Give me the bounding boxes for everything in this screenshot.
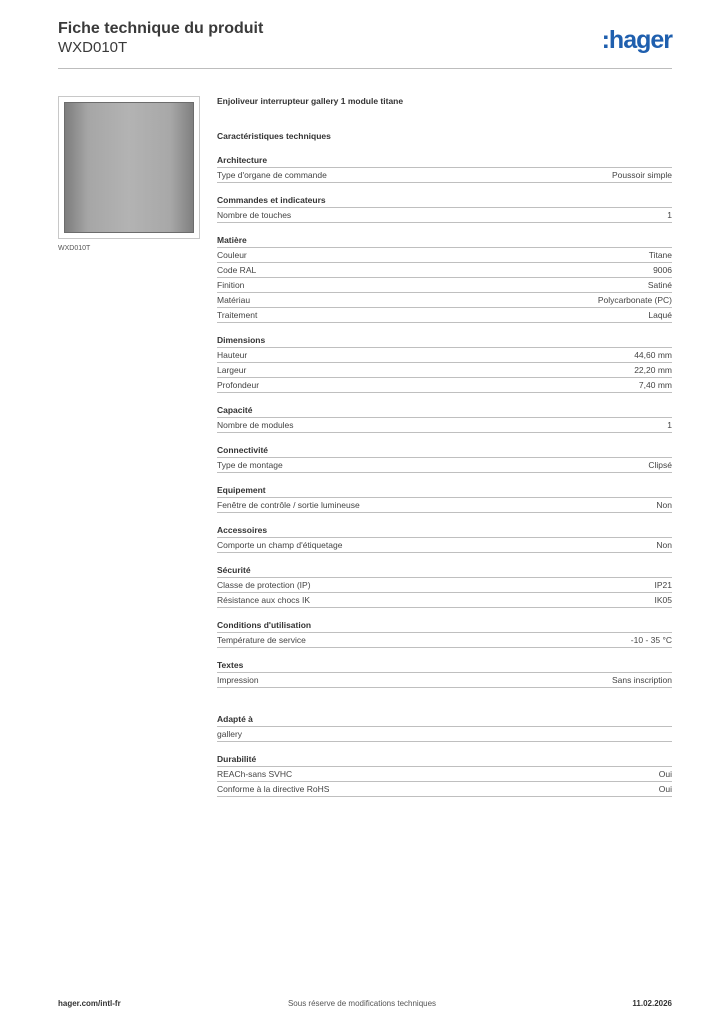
spec-label: Nombre de touches: [217, 210, 292, 220]
spec-section: [217, 523, 672, 553]
spec-row: [217, 208, 672, 223]
spec-label: Profondeur: [217, 380, 260, 390]
spec-row: [217, 308, 672, 323]
spec-section: [217, 712, 672, 742]
section-heading: Architecture: [217, 153, 672, 168]
spec-value: 44,60 mm: [634, 350, 672, 360]
spec-label: Traitement: [217, 310, 258, 320]
product-image-frame: [58, 96, 200, 239]
spec-label: Code RAL: [217, 265, 257, 275]
spec-section: [217, 403, 672, 433]
spec-value: Oui: [658, 769, 672, 779]
spec-row: [217, 498, 672, 513]
section-heading: Commandes et indicateurs: [217, 193, 672, 208]
spec-sections: [217, 153, 672, 688]
spec-label: Nombre de modules: [217, 420, 294, 430]
spec-value: Laqué: [648, 310, 672, 320]
spec-label: REACh-sans SVHC: [217, 769, 293, 779]
extra-sections: [217, 712, 672, 797]
spec-label: Fenêtre de contrôle / sortie lumineuse: [217, 500, 360, 510]
spec-value: 1: [667, 210, 672, 220]
footer-date: 11.02.2026: [632, 999, 672, 1008]
spec-row: [217, 458, 672, 473]
spec-row: [217, 168, 672, 183]
section-heading: Sécurité: [217, 563, 672, 578]
spec-row: [217, 293, 672, 308]
section-heading: Durabilité: [217, 752, 672, 767]
section-heading: Connectivité: [217, 443, 672, 458]
spec-section: [217, 563, 672, 608]
image-caption: WXD010T: [58, 245, 91, 252]
spec-value: Titane: [648, 250, 672, 260]
spec-label: Type d'organe de commande: [217, 170, 327, 180]
spec-label: Température de service: [217, 635, 306, 645]
product-image: [64, 102, 194, 233]
section-heading: Conditions d'utilisation: [217, 618, 672, 633]
spec-section: [217, 483, 672, 513]
spec-label: Type de montage: [217, 460, 283, 470]
spec-row: [217, 767, 672, 782]
spec-row: [217, 248, 672, 263]
spec-value: Oui: [658, 784, 672, 794]
spec-label: Classe de protection (IP): [217, 580, 311, 590]
spec-value: Satiné: [647, 280, 672, 290]
spec-label: Largeur: [217, 365, 247, 375]
spec-section: [217, 618, 672, 648]
spec-value: 9006: [653, 265, 672, 275]
spec-label: gallery: [217, 729, 243, 739]
section-heading: Textes: [217, 658, 672, 673]
spec-value: Polycarbonate (PC): [597, 295, 672, 305]
spec-label: Matériau: [217, 295, 251, 305]
spec-label: Résistance aux chocs IK: [217, 595, 311, 605]
spec-value: Poussoir simple: [612, 170, 672, 180]
spec-label: Comporte un champ d'étiquetage: [217, 540, 343, 550]
spec-label: Impression: [217, 675, 259, 685]
spec-row: [217, 727, 672, 742]
spec-row: [217, 593, 672, 608]
footer-disclaimer: Sous réserve de modifications techniques: [287, 999, 437, 1008]
spec-value: 7,40 mm: [638, 380, 672, 390]
spec-row: [217, 363, 672, 378]
spec-label: Finition: [217, 280, 245, 290]
spec-label: Hauteur: [217, 350, 248, 360]
spec-row: [217, 263, 672, 278]
spec-label: Couleur: [217, 250, 247, 260]
spec-section: [217, 193, 672, 223]
spec-row: [217, 633, 672, 648]
spec-row: [217, 538, 672, 553]
spec-row: [217, 348, 672, 363]
spec-section: [217, 233, 672, 323]
spec-section: [217, 658, 672, 688]
spec-value: -10 - 35 °C: [630, 635, 672, 645]
header-divider: [58, 68, 672, 69]
product-title: Enjoliveur interrupteur gallery 1 module titane: [217, 96, 404, 106]
spec-value: 22,20 mm: [634, 365, 672, 375]
spec-value: 1: [667, 420, 672, 430]
spec-row: [217, 378, 672, 393]
spec-row: [217, 673, 672, 688]
footer-website: hager.com/intl-fr: [58, 999, 121, 1008]
spec-section: [217, 752, 672, 797]
spec-section: [217, 153, 672, 183]
spec-row: [217, 418, 672, 433]
spec-row: [217, 578, 672, 593]
section-heading: Accessoires: [217, 523, 672, 538]
spec-row: [217, 782, 672, 797]
spec-content: [217, 94, 672, 797]
section-heading: Dimensions: [217, 333, 672, 348]
section-heading: Capacité: [217, 403, 672, 418]
spec-label: Conforme à la directive RoHS: [217, 784, 330, 794]
spec-section: [217, 443, 672, 473]
spec-value: Sans inscription: [611, 675, 672, 685]
section-heading: Adapté à: [217, 712, 672, 727]
spec-value: IK05: [654, 595, 672, 605]
product-code: WXD010T: [58, 39, 128, 56]
spec-value: Clipsé: [648, 460, 672, 470]
spec-value: Non: [656, 540, 672, 550]
characteristics-title: Caractéristiques techniques: [217, 131, 331, 141]
spec-section: [217, 333, 672, 393]
spec-value: IP21: [654, 580, 672, 590]
spec-value: Non: [656, 500, 672, 510]
hager-logo: :hager: [601, 26, 672, 54]
spec-row: [217, 278, 672, 293]
page-title: Fiche technique du produit: [58, 20, 264, 37]
section-heading: Equipement: [217, 483, 672, 498]
section-heading: Matière: [217, 233, 672, 248]
